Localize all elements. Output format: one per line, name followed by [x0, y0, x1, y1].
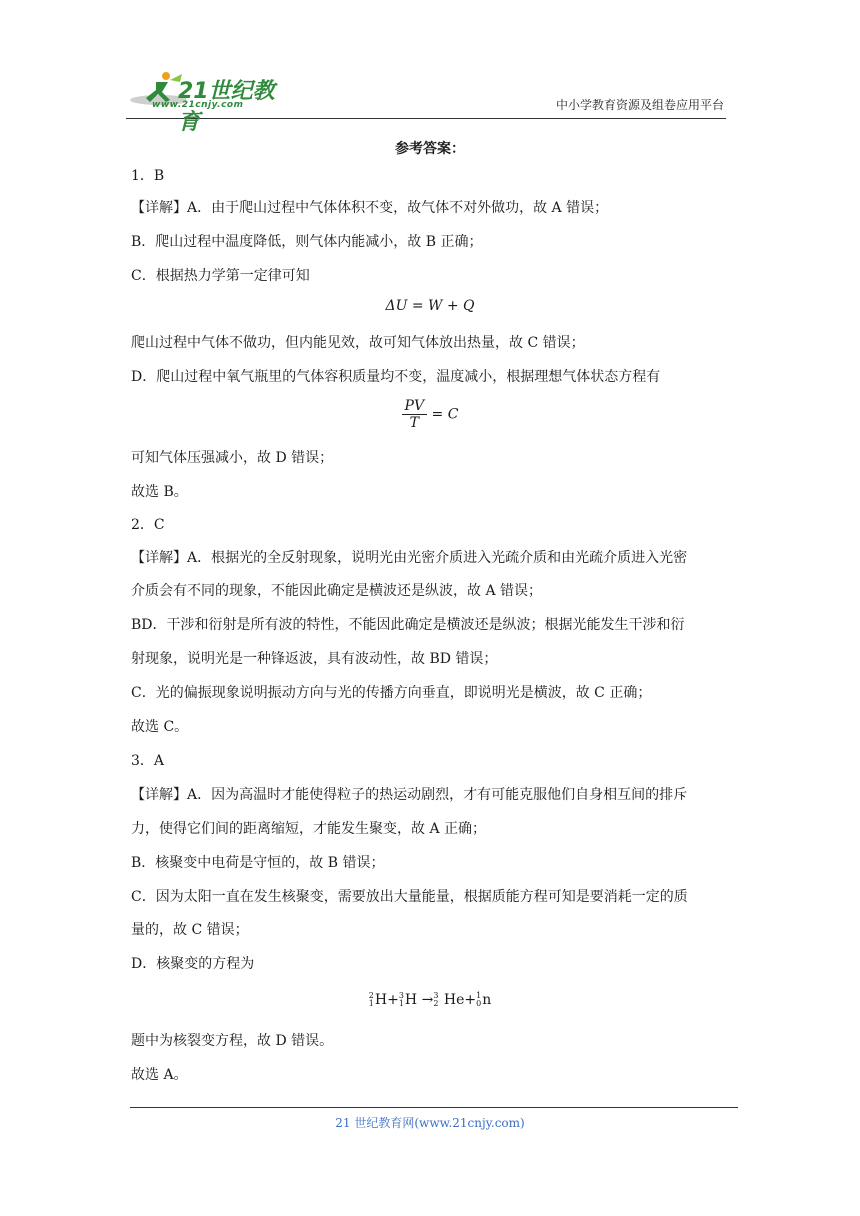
answer-line: 【详解】A．根据光的全反射现象，说明光由光密介质进入光疏介质和由光疏介质进入光密	[131, 550, 688, 566]
formula-rhs: = C	[431, 406, 459, 423]
answer-line: 3．A	[131, 753, 165, 769]
logo-url: www.21cnjy.com	[152, 100, 244, 110]
nuclide-symbol: H+	[374, 992, 399, 1008]
answer-line: 量的，故 C 错误；	[131, 922, 249, 938]
answer-line: 1．B	[131, 168, 165, 184]
fraction-denominator: T	[409, 415, 419, 431]
page-header	[126, 64, 726, 135]
platform-name: 中小学教育资源及组卷应用平台	[555, 98, 724, 112]
fraction-numerator: PV	[402, 398, 428, 415]
answer-line: B．爬山过程中温度降低，则气体内能减小，故 B 正确；	[131, 234, 483, 250]
logo	[126, 70, 296, 135]
formula-ideal-gas	[0, 398, 860, 431]
answer-line: 可知气体压强减小，故 D 错误；	[131, 450, 334, 466]
nuclide-symbol: H →	[404, 992, 434, 1008]
logo-text: 21世纪教育	[178, 79, 275, 135]
answer-line: C．根据热力学第一定律可知	[131, 268, 310, 284]
formula-fusion	[0, 992, 860, 1008]
footer-divider	[130, 1107, 738, 1108]
formula-first-law: ΔU = W + Q	[385, 298, 475, 314]
answer-line: 介质会有不同的现象，不能因此确定是横波还是纵波，故 A 错误；	[131, 583, 543, 599]
answer-line: 故选 C。	[131, 719, 189, 735]
footer-link[interactable]: 21 世纪教育网(www.21cnjy.com)	[335, 1116, 525, 1130]
nuclide-symbol: He+	[439, 992, 477, 1008]
answer-line: D．核聚变的方程为	[131, 956, 255, 972]
nuclide-index: 3 1	[398, 991, 404, 1008]
nuclide-index: 2 1	[368, 991, 374, 1008]
answer-line: 爬山过程中气体不做功，但内能见效，故可知气体放出热量，故 C 错误；	[131, 335, 585, 351]
fraction	[402, 398, 428, 431]
nuclide-index: 1 0	[476, 991, 482, 1008]
answer-line: 射现象，说明光是一种锋返波，具有波动性，故 BD 错误；	[131, 651, 498, 667]
answer-line: C．因为太阳一直在发生核聚变，需要放出大量能量，根据质能方程可知是要消耗一定的质	[131, 889, 688, 905]
nuclide-index: 3 2	[433, 991, 439, 1008]
nuclide-symbol: n	[482, 992, 492, 1008]
answer-line: D．爬山过程中氧气瓶里的气体容积质量均不变，温度减小，根据理想气体状态方程有	[131, 369, 661, 385]
answer-line: BD．干涉和衍射是所有波的特性，不能因此确定是横波还是纵波；根据光能发生干涉和衍	[131, 617, 685, 633]
page-title: 参考答案：	[395, 141, 465, 157]
answer-line: 题中为核裂变方程，故 D 错误。	[131, 1033, 334, 1049]
answer-line: 故选 B。	[131, 484, 188, 500]
answer-line: B．核聚变中电荷是守恒的，故 B 错误；	[131, 855, 385, 871]
answer-line: 【详解】A．由于爬山过程中气体体积不变，故气体不对外做功，故 A 错误；	[131, 200, 609, 216]
answer-line: 故选 A。	[131, 1067, 188, 1083]
answer-line: 【详解】A．因为高温时才能使得粒子的热运动剧烈，才有可能克服他们自身相互间的排斥	[131, 787, 688, 803]
answer-line: 2．C	[131, 517, 165, 533]
answer-line: 力，使得它们间的距离缩短，才能发生聚变，故 A 正确；	[131, 821, 487, 837]
answer-line: C．光的偏振现象说明振动方向与光的传播方向垂直，即说明光是横波，故 C 正确；	[131, 685, 652, 701]
